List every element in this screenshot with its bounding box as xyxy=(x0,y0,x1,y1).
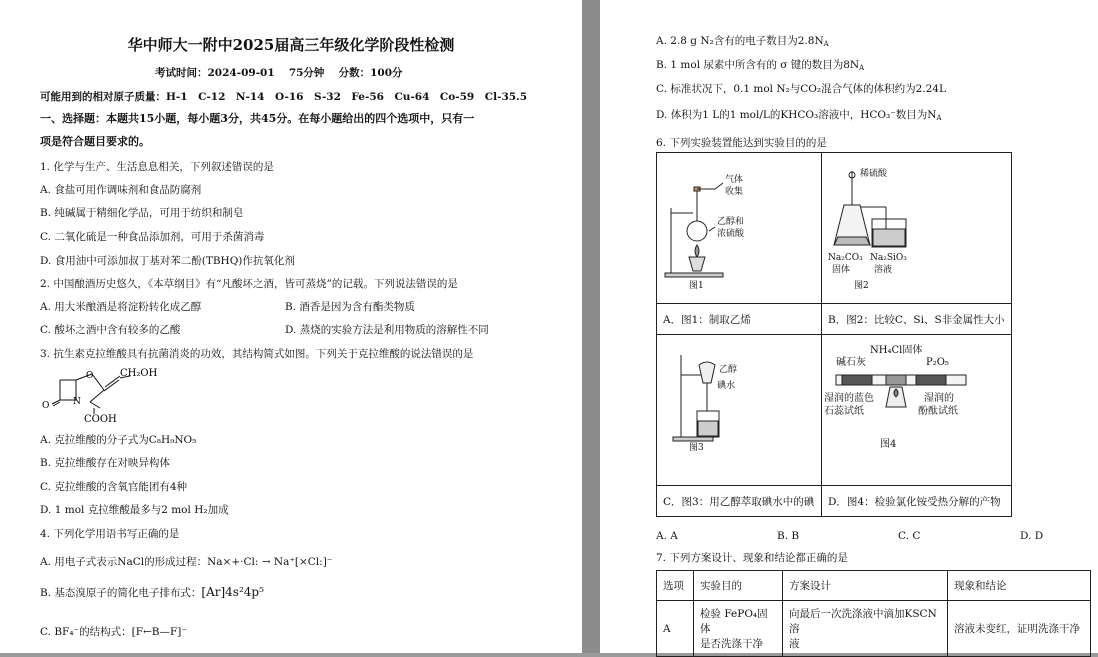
fig3-cell xyxy=(657,335,822,486)
q2-option-d: D. 蒸烧的实验方法是利用物质的溶解性不同 xyxy=(285,324,489,336)
fig2-label-solid: 固体 xyxy=(832,265,851,275)
ch2oh-label: CH₂OH xyxy=(120,368,158,379)
q7-header-plan: 方案设计 xyxy=(783,571,948,601)
fig3-label-ethanol: 乙醇 xyxy=(719,365,738,375)
q6-option-b: B. B xyxy=(777,530,800,542)
fig2-cell xyxy=(822,153,1012,304)
fig4-label-phenolphthalein-1: 湿润的 xyxy=(924,393,954,404)
q2-option-c: C. 酸坏之酒中含有较多的乙酸 xyxy=(40,324,181,336)
exam-title: 华中师大一附中2025届高三年级化学阶段性检测 xyxy=(127,36,455,54)
q3-option-c: C. 克拉维酸的含氧官能团有4种 xyxy=(40,481,188,493)
q3-option-b: B. 克拉维酸存在对映异构体 xyxy=(40,457,170,469)
ring-nitrogen-label: N xyxy=(73,397,81,407)
bf4-structure: [F←B—F]⁻ xyxy=(131,626,187,638)
q6-option-d: D. D xyxy=(1020,530,1044,542)
fig3-caption: C．图3：用乙醇萃取碘水中的碘 xyxy=(663,495,815,508)
fig4-label-phenolphthalein-2: 酚酞试纸 xyxy=(918,406,958,417)
q7-row-a-plan-line2: 液 xyxy=(789,638,800,650)
q5-option-d-text: D. 体积为1 L的1 mol/L的KHCO₃溶液中，HCO₃⁻数目为N xyxy=(656,109,937,121)
q7-table xyxy=(656,570,1091,657)
q7-row-a-option: A xyxy=(657,601,694,657)
q7-header-result: 现象和结论 xyxy=(948,571,1091,601)
fig4-label-nh4cl: NH₄Cl固体 xyxy=(870,345,923,356)
q5-option-b-text: B. 1 mol 尿素中所含有的 σ 键的数目为8N xyxy=(656,59,860,71)
fig2-label-na2co3: Na₂CO₃ xyxy=(828,253,863,263)
carbonyl-oxygen-label: O xyxy=(42,401,50,411)
q4-stem: 4. 下列化学用语书写正确的是 xyxy=(40,528,180,540)
q6-option-c: C. C xyxy=(898,530,921,542)
q7-header-goal: 实验目的 xyxy=(694,571,783,601)
clavulanic-acid-structure xyxy=(40,366,160,426)
fig4-caption: D．图4：检验氯化铵受热分解的产物 xyxy=(828,495,1001,508)
q5-option-a xyxy=(656,34,829,51)
q4-option-a xyxy=(40,555,332,569)
fig2-caption: B．图2：比较C、Si、S非金属性大小 xyxy=(828,313,1005,326)
q7-row-a-plan-line1: 向最后一次洗涤液中滴加KSCN溶 xyxy=(789,608,937,635)
q4-option-b-text: B. 基态溴原子的简化电子排布式： xyxy=(40,587,202,599)
q5-option-c: C. 标准状况下，0.1 mol N₂与CO₂混合气体的体积约为2.24L xyxy=(656,83,946,95)
q4-option-c-text: C. BF₄⁻的结构式： xyxy=(40,626,132,638)
br-electron-config: [Ar]4s²4p⁵ xyxy=(201,585,264,599)
q2-stem: 2. 中国酿酒历史悠久，《本草纲目》有“凡酸坏之酒，皆可蒸烧”的记载。下列说法错误的是 xyxy=(40,278,458,290)
fig2-label-solution: 溶液 xyxy=(874,265,893,275)
q4-option-a-text: A. 用电子式表示NaCl的形成过程： xyxy=(40,556,208,568)
q5-option-d-sub: A xyxy=(936,114,942,122)
fig1-label-collect: 收集 xyxy=(725,187,744,197)
q1-stem: 1. 化学与生产、生活息息相关，下列叙述错误的是 xyxy=(40,161,274,173)
q3-option-a: A. 克拉维酸的分子式为C₈H₉NO₅ xyxy=(40,434,197,446)
q5-option-a-sub: A xyxy=(823,40,829,48)
q5-option-a-text: A. 2.8 g N₂含有的电子数目为2.8N xyxy=(656,35,824,47)
fig1-caption: A．图1：制取乙烯 xyxy=(663,313,751,326)
fig1-cell xyxy=(657,153,822,304)
fig2-apparatus xyxy=(822,153,986,303)
q7-row-a-plan xyxy=(783,601,948,657)
q6-option-a: A. A xyxy=(656,530,678,542)
q7-row-a-result: 溶液未变红，证明洗涤干净 xyxy=(948,601,1091,657)
q1-option-d: D. 食用油中可添加叔丁基对苯二酚(TBHQ)作抗氧化剂 xyxy=(40,255,295,267)
fig4-name: 图4 xyxy=(880,439,897,450)
q2-option-a: A. 用大米酿酒是将淀粉转化成乙醇 xyxy=(40,301,202,313)
q6-apparatus-table xyxy=(656,152,1012,517)
q3-stem: 3. 抗生素克拉维酸具有抗菌消炎的功效，其结构简式如图。下列关于克拉维酸的说法错误的是 xyxy=(40,348,474,360)
q7-row-a-goal xyxy=(694,601,783,657)
nacl-formation-formula: Na×+·Cl: → Na⁺[×Cl:]⁻ xyxy=(207,556,333,568)
q3-option-d: D. 1 mol 克拉维酸最多与2 mol H₂加成 xyxy=(40,504,229,516)
q7-stem: 7. 下列方案设计、现象和结论都正确的是 xyxy=(656,552,848,564)
ring-oxygen-label: O xyxy=(86,371,94,381)
q1-option-b: B. 纯碱属于精细化学品，可用于纺织和制皂 xyxy=(40,207,244,219)
fig3-label-iodine-water: 碘水 xyxy=(717,381,736,391)
q5-option-b-sub: A xyxy=(859,64,865,72)
section1-heading-cont: 项是符合题目要求的。 xyxy=(40,135,150,148)
fig2-name: 图2 xyxy=(854,281,869,291)
fig4-label-soda-lime: 碱石灰 xyxy=(836,357,866,368)
cooh-label: COOH xyxy=(84,414,117,425)
fig4-label-blue-litmus-2: 石蕊试纸 xyxy=(824,406,864,417)
q7-header-option: 选项 xyxy=(657,571,694,601)
q7-row-a-goal-line1: 检验 FePO₄固体 xyxy=(700,608,768,635)
section1-heading: 一、选择题：本题共15小题，每小题3分，共45分。在每小题给出的四个选项中，只有一 xyxy=(40,112,475,125)
fig1-label-gas: 气体 xyxy=(725,175,744,185)
exam-info: 考试时间：2024-09-01 75分钟 分数：100分 xyxy=(155,67,403,79)
fig1-name: 图1 xyxy=(689,281,704,291)
q1-option-a: A. 食盐可用作调味剂和食品防腐剂 xyxy=(40,184,202,196)
fig4-cell xyxy=(822,335,1012,486)
fig2-label-acid: 稀硫酸 xyxy=(860,169,888,179)
fig4-caption-cell xyxy=(822,486,1012,517)
fig2-label-na2sio3: Na₂SiO₃ xyxy=(870,253,907,263)
page-gutter xyxy=(582,0,600,653)
q4-option-b xyxy=(40,585,264,600)
fig1-label-acid: 浓硫酸 xyxy=(717,229,745,239)
fig1-label-ethanol: 乙醇和 xyxy=(717,217,745,227)
fig4-label-blue-litmus-1: 湿润的蓝色 xyxy=(824,393,874,404)
fig3-name: 图3 xyxy=(689,443,704,453)
q1-option-c: C. 二氧化硫是一种食品添加剂，可用于杀菌消毒 xyxy=(40,231,265,243)
fig1-caption-cell xyxy=(657,304,822,335)
q5-option-d xyxy=(656,108,942,125)
q4-option-c xyxy=(40,625,187,639)
q7-row-a-goal-line2: 是否洗涤干净 xyxy=(700,638,763,650)
fig4-label-p2o5: P₂O₅ xyxy=(926,357,949,368)
fig3-caption-cell xyxy=(657,486,822,517)
q5-option-b xyxy=(656,58,864,75)
q6-stem: 6. 下列实验装置能达到实验目的的是 xyxy=(656,137,827,149)
fig3-apparatus xyxy=(657,335,821,485)
atomic-masses: 可能用到的相对原子质量：H-1 C-12 N-14 O-16 S-32 Fe-56 Cu-64 Co-59 Cl-35.5 xyxy=(40,91,528,103)
q2-option-b: B. 酒香是因为含有酯类物质 xyxy=(285,301,415,313)
fig2-caption-cell xyxy=(822,304,1012,335)
